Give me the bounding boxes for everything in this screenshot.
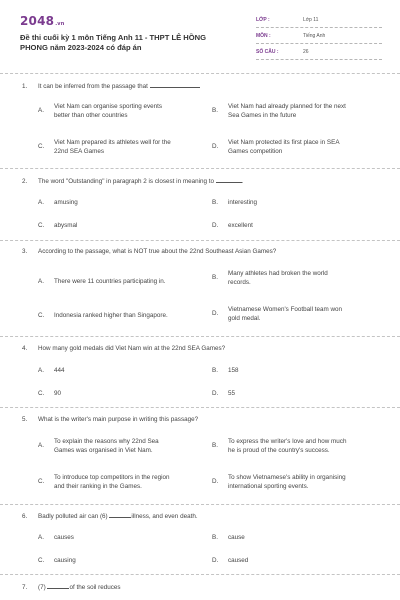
question-4-option-c[interactable]: C. 90 — [38, 390, 62, 397]
question-2-option-a[interactable]: A. amusing — [38, 199, 78, 206]
meta-subject-label: MÔN : — [256, 33, 271, 39]
question-1-option-c[interactable]: C. Viet Nam prepared its athletes well for the 22nd SEA Games — [38, 139, 171, 155]
page-header — [20, 12, 382, 68]
question-1-option-a[interactable]: A. Viet Nam can organise sporting events better than other countries — [38, 103, 163, 119]
question-3-option-c[interactable]: C. Indonesia ranked higher than Singapore. — [38, 312, 168, 319]
question-4-option-a[interactable]: A. 444 — [38, 367, 65, 374]
answer-blank — [216, 177, 242, 183]
question-4-option-b[interactable]: B. 158 — [212, 367, 239, 374]
question-6-option-d[interactable]: D. caused — [212, 557, 249, 564]
meta-subject-row — [256, 28, 382, 44]
document-title-line-2: PHONG năm 2023-2024 có đáp án — [20, 43, 142, 52]
divider — [0, 168, 400, 169]
question-1-option-b[interactable]: B. Viet Nam had already planned for the next Sea Games in the future — [212, 103, 346, 119]
answer-blank — [150, 82, 200, 88]
document-title — [20, 33, 225, 53]
question-1-stem: 1. It can be inferred from the passage that — [22, 82, 200, 91]
divider — [0, 574, 400, 575]
question-6-option-a[interactable]: A. causes — [38, 534, 74, 541]
question-2-stem: 2. The word "Outstanding" in paragraph 2 is closest in meaning to . — [22, 178, 244, 185]
divider — [0, 240, 400, 241]
question-3-option-a[interactable]: A. There were 11 countries participating in. — [38, 278, 166, 285]
question-5-option-a[interactable]: A. To explain the reasons why 22nd Sea Games was organised in Viet Nam. — [38, 438, 159, 454]
question-2-option-d[interactable]: D. excellent — [212, 222, 253, 229]
question-5-option-c[interactable]: C. To introduce top competitors in the region and their ranking in the Games. — [38, 474, 170, 490]
meta-count-value: 26 — [303, 49, 309, 55]
question-1-option-d[interactable]: D. Viet Nam protected its first place in SEA Games competition — [212, 139, 340, 155]
question-6-option-c[interactable]: C. causing — [38, 557, 76, 564]
divider — [0, 336, 400, 337]
question-6-stem: 6. Badly polluted air can (6) illness, and even death. — [22, 513, 198, 520]
meta-class-value: Lớp 11 — [303, 17, 319, 23]
question-6-option-b[interactable]: B. cause — [212, 534, 245, 541]
question-5-stem: 5. What is the writer's main purpose in writing this passage? — [22, 416, 199, 423]
question-3-stem: 3. According to the passage, what is NOT true about the 22nd Southeast Asian Games? — [22, 248, 277, 255]
divider — [0, 504, 400, 505]
question-4-option-d[interactable]: D. 55 — [212, 390, 236, 397]
meta-count-row — [256, 44, 382, 60]
meta-class-label: LỚP : — [256, 17, 270, 23]
question-5-option-d[interactable]: D. To show Vietnamese's ability in organising international sporting events. — [212, 474, 346, 490]
meta-count-label: SỐ CÂU : — [256, 49, 279, 55]
document-title-line-1: Đề thi cuối kỳ 1 môn Tiếng Anh 11 - THPT LÊ HỒNG — [20, 33, 207, 42]
question-5-option-b[interactable]: B. To express the writer's love and how much he is proud of the country's success. — [212, 438, 347, 454]
divider — [0, 407, 400, 408]
answer-blank — [109, 512, 131, 518]
question-2-option-b[interactable]: B. interesting — [212, 199, 258, 206]
divider — [0, 73, 400, 74]
meta-class-row — [256, 12, 382, 28]
question-2-option-c[interactable]: C. abysmal — [38, 222, 78, 229]
exam-meta — [256, 12, 382, 60]
question-4-stem: 4. How many gold medals did Viet Nam win at the 22nd SEA Games? — [22, 345, 226, 352]
answer-blank — [47, 583, 69, 589]
question-3-option-d[interactable]: D. Vietnamese Women's Football team won gold medal. — [212, 306, 343, 322]
site-logo[interactable]: 2048.vn — [20, 14, 65, 28]
meta-subject-value: Tiếng Anh — [303, 33, 326, 39]
question-3-option-b[interactable]: B. Many athletes had broken the world records. — [212, 270, 328, 286]
question-7-stem: 7. (7) of the soil reduces — [22, 584, 121, 591]
